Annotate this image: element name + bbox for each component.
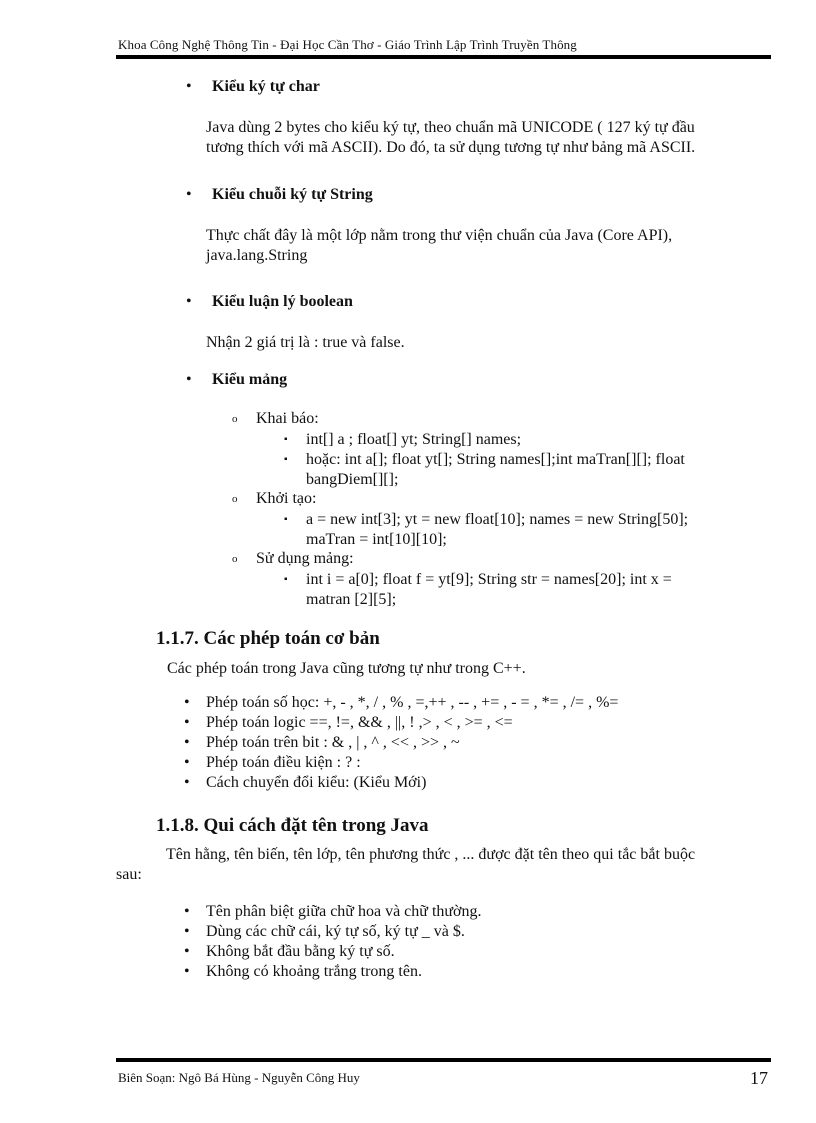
array-init-item: ▪ a = new int[3]; yt = new float[10]; names = new String[50]; maTran = int[10][10];: [284, 511, 689, 548]
section-117-intro: Các phép toán trong Java cũng tương tự như trong C++.: [167, 660, 526, 677]
page-footer: Biên Soạn: Ngô Bá Hùng - Nguyễn Công Huy: [118, 1070, 360, 1085]
naming-rule-item: • Dùng các chữ cái, ký tự số, ký tự _ và $.: [184, 923, 465, 940]
heading-boolean: [186, 293, 353, 311]
section-118-intro-2: sau:: [116, 866, 142, 883]
array-declare-item-1: ▪ int[] a ; float[] yt; String[] names;: [284, 431, 522, 448]
section-118-intro-1: Tên hằng, tên biến, tên lớp, tên phương thức , ... được đặt tên theo qui tắc bắt buộc: [166, 846, 696, 863]
bullet-icon: •: [184, 923, 190, 940]
bullet-icon: •: [186, 371, 192, 388]
heading-array: [186, 371, 287, 389]
array-declare-item-2: ▪ hoặc: int a[]; float yt[]; String names[];int maTran[][]; float bangDiem[][];: [284, 451, 685, 488]
heading-string: [186, 186, 373, 204]
bullet-icon: •: [186, 78, 192, 95]
array-init-label: o Khởi tạo:: [232, 490, 317, 507]
footer-rule: [116, 1058, 771, 1062]
bullet-icon: •: [186, 293, 192, 310]
page-number: 17: [750, 1068, 768, 1088]
circle-bullet-icon: o: [232, 493, 238, 505]
heading-array-text: Kiểu mảng: [212, 371, 288, 388]
bullet-icon: •: [184, 943, 190, 960]
op-item: • Phép toán điều kiện : ? :: [184, 754, 361, 771]
naming-rule-item: • Không có khoảng trắng trong tên.: [184, 963, 422, 980]
square-bullet-icon: ▪: [284, 514, 288, 525]
para-char-1: Java dùng 2 bytes cho kiểu ký tự, theo chuẩn mã UNICODE ( 127 ký tự đầu: [206, 119, 695, 136]
bullet-icon: •: [184, 734, 190, 751]
bullet-icon: •: [184, 694, 190, 711]
para-string-2: java.lang.String: [206, 247, 308, 264]
para-boolean: Nhận 2 giá trị là : true và false.: [206, 334, 405, 351]
circle-bullet-icon: o: [232, 553, 238, 565]
heading-char-text: Kiểu ký tự char: [212, 78, 320, 95]
bullet-icon: •: [184, 963, 190, 980]
bullet-icon: •: [184, 903, 190, 920]
bullet-icon: •: [184, 754, 190, 771]
bullet-icon: •: [184, 774, 190, 791]
heading-boolean-text: Kiểu luận lý boolean: [212, 293, 353, 310]
bullet-icon: •: [186, 186, 192, 203]
heading-char: [186, 78, 320, 96]
op-item: • Phép toán logic ==, !=, && , ||, ! ,> , < , >= , <=: [184, 714, 513, 731]
square-bullet-icon: ▪: [284, 574, 288, 585]
circle-bullet-icon: o: [232, 413, 238, 425]
heading-string-text: Kiểu chuỗi ký tự String: [212, 186, 373, 203]
para-char-2: tương thích với mã ASCII). Do đó, ta sử dụng tương tự như bảng mã ASCII.: [206, 139, 696, 156]
square-bullet-icon: ▪: [284, 434, 288, 445]
op-item: • Cách chuyển đổi kiểu: (Kiểu Mới): [184, 774, 427, 791]
header-rule: [116, 55, 771, 59]
op-item: • Phép toán số học: +, - , *, / , % , =,++ , -- , += , - = , *= , /= , %=: [184, 694, 619, 711]
naming-rule-item: • Không bắt đầu bằng ký tự số.: [184, 943, 395, 960]
naming-rule-item: • Tên phân biệt giữa chữ hoa và chữ thường.: [184, 903, 482, 920]
section-title-118: 1.1.8. Qui cách đặt tên trong Java: [156, 815, 429, 836]
array-declare-label: o Khai báo:: [232, 410, 319, 427]
array-use-item: ▪ int i = a[0]; float f = yt[9]; String str = names[20]; int x = matran [2][5];: [284, 571, 672, 608]
page-header: Khoa Công Nghệ Thông Tin - Đại Học Cần Thơ - Giáo Trình Lập Trình Truyền Thông: [118, 37, 577, 52]
para-string-1: Thực chất đây là một lớp nằm trong thư viện chuẩn của Java (Core API),: [206, 227, 673, 244]
section-title-117: 1.1.7. Các phép toán cơ bản: [156, 628, 380, 649]
array-use-label: o Sử dụng mảng:: [232, 550, 354, 567]
op-item: • Phép toán trên bit : & , | , ^ , << , >> , ~: [184, 734, 460, 751]
square-bullet-icon: ▪: [284, 454, 288, 465]
bullet-icon: •: [184, 714, 190, 731]
